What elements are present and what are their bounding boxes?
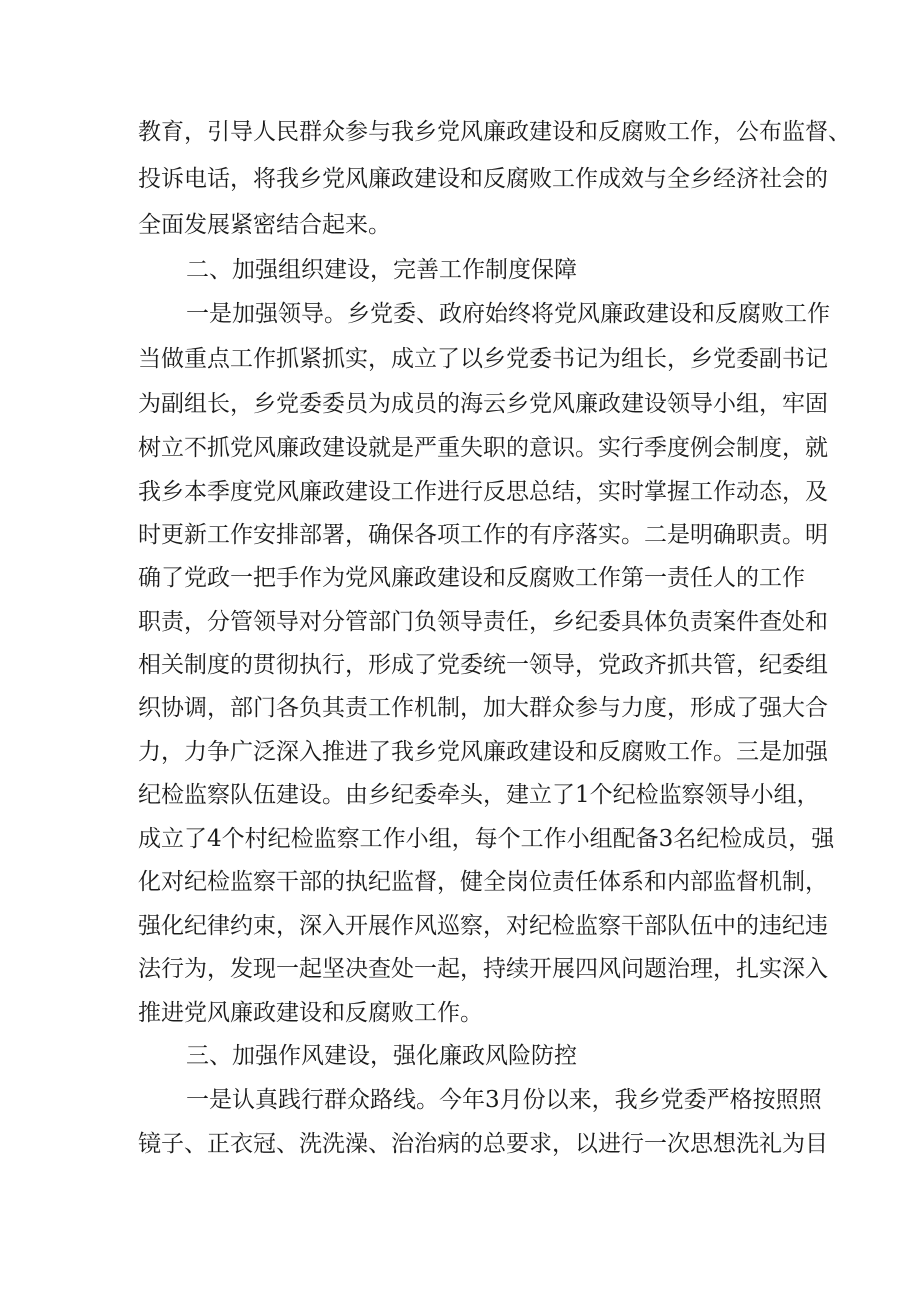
text-line: 相关制度的贯彻执行，形成了党委统一领导，党政齐抓共管，纪委组 xyxy=(138,652,828,678)
text-line: 树立不抓党风廉政建设就是严重失职的意识。实行季度例会制度，就 xyxy=(138,435,828,461)
text-line: 力，力争广泛深入推进了我乡党风廉政建设和反腐败工作。三是加强 xyxy=(138,739,828,765)
text-line: 时更新工作安排部署，确保各项工作的有序落实。二是明确职责。明 xyxy=(138,522,828,548)
text-line: 织协调，部门各负其责工作机制，加大群众参与力度，形成了强大合 xyxy=(138,695,828,721)
text-line: 化对纪检监察干部的执纪监督，健全岗位责任体系和内部监督机制， xyxy=(138,869,828,895)
text-line: 全面发展紧密结合起来。 xyxy=(138,212,391,238)
text-line: 确了党政一把手作为党风廉政建设和反腐败工作第一责任人的工作 xyxy=(138,565,805,591)
text-line: 投诉电话，将我乡党风廉政建设和反腐败工作成效与全乡经济社会的 xyxy=(138,166,828,192)
section-heading: 三、加强作风建设，强化廉政风险防控 xyxy=(186,1043,577,1069)
text-line: 法行为，发现一起坚决查处一起，持续开展四风问题治理，扎实深入 xyxy=(138,956,828,982)
section-heading: 二、加强组织建设，完善工作制度保障 xyxy=(186,257,577,283)
text-line: 推进党风廉政建设和反腐败工作。 xyxy=(138,1000,483,1026)
text-line: 为副组长，乡党委委员为成员的海云乡党风廉政建设领导小组，牢固 xyxy=(138,391,828,417)
text-line: 我乡本季度党风廉政建设工作进行反思总结，实时掌握工作动态，及 xyxy=(138,479,828,505)
text-line: 强化纪律约束，深入开展作风巡察，对纪检监察干部队伍中的违纪违 xyxy=(138,913,828,939)
text-line: 职责，分管领导对分管部门负领导责任，乡纪委具体负责案件查处和 xyxy=(138,609,828,635)
text-line: 当做重点工作抓紧抓实，成立了以乡党委书记为组长，乡党委副书记 xyxy=(138,346,828,372)
text-line: 纪检监察队伍建设。由乡纪委牵头，建立了1个纪检监察领导小组， xyxy=(138,782,820,808)
text-line: 一是认真践行群众路线。今年3月份以来，我乡党委严格按照照 xyxy=(186,1087,822,1113)
text-line: 教育，引导人民群众参与我乡党风廉政建设和反腐败工作，公布监督、 xyxy=(138,119,851,145)
text-line: 一是加强领导。乡党委、政府始终将党风廉政建设和反腐败工作 xyxy=(186,301,830,327)
text-line: 成立了4个村纪检监察工作小组，每个工作小组配备3名纪检成员，强 xyxy=(138,826,835,852)
text-line: 镜子、正衣冠、洗洗澡、治治病的总要求，以进行一次思想洗礼为目 xyxy=(138,1131,828,1157)
